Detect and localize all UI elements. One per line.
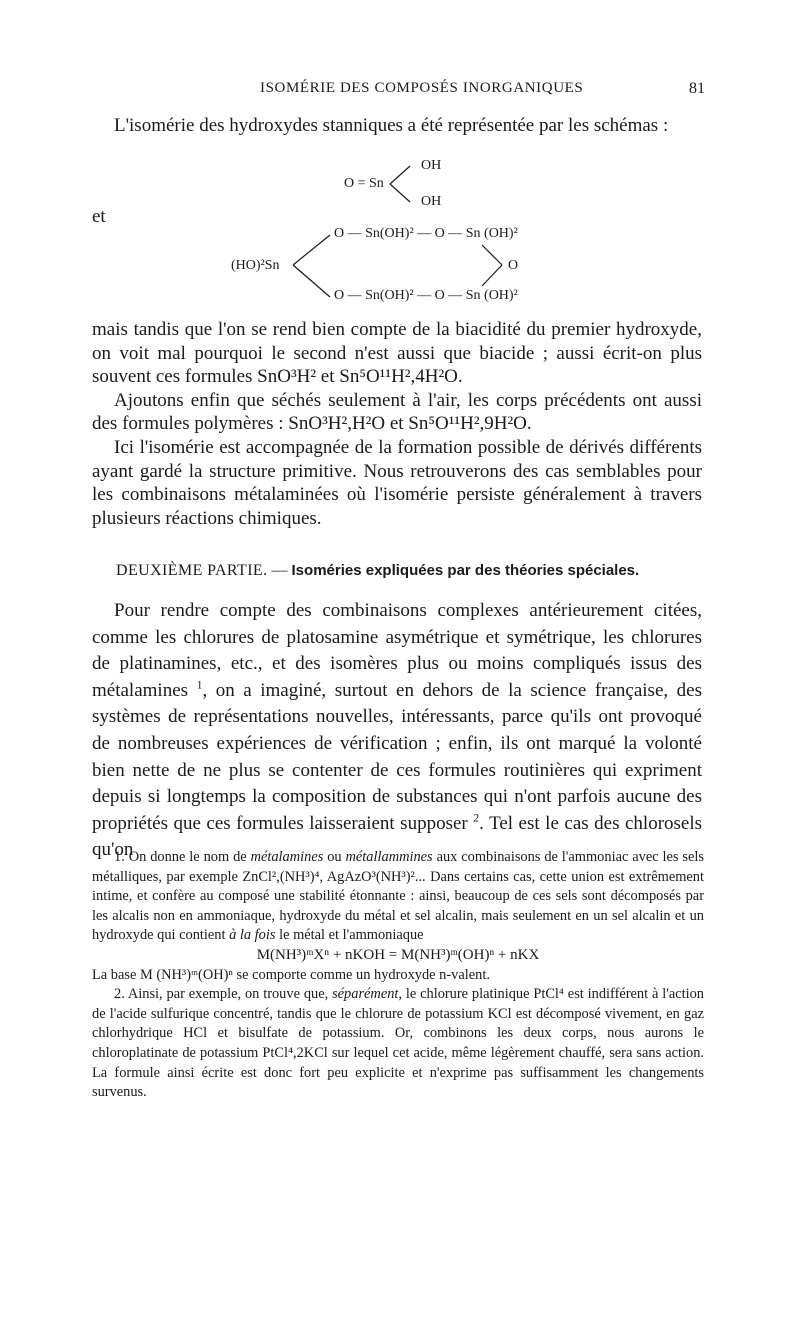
paragraph-isomerism: Ici l'isomérie est accompagnée de la formation possible de dérivés différents ayant gardé la structure primitive. Nous retrouverons des cas semblables pour les combinaisons métalaminées où l'isomérie persiste généralement à travers plusieurs réactions chimiques. (92, 436, 702, 529)
main-paragraph (92, 598, 702, 864)
formula1-top-oh: OH (421, 158, 442, 173)
paragraph-biacidity: mais tandis que l'on se rend bien compte de la biacidité du premier hydroxyde, on voit mal pourquoi le second n'est aussi que biacide ; aussi écrit-on plus souvent ces formules SnO³H² et Sn⁵O¹¹H²,4H²O. (92, 319, 702, 388)
fn2-a: 2. Ainsi, par exemple, on trouve que, (114, 986, 333, 1003)
main-text-c: . Tel est le cas des chlorosels qu'on (92, 812, 703, 861)
discussion-block (92, 318, 702, 530)
fn2-b: , le chlorure platinique PtCl⁴ est indifférent à l'action de l'acide sulfurique concentré, tandis que le chlorure de potassium KCl est décomposé vivement, en gaz chlorhydrique HCl et bisulfate de potassium. Or, combinons les deux corps, nous aurons le chloroplatinate de potassium PtCl⁴,2KCl sur lequel cet acide, même légèrement chauffé, sera sans action. La formule ainsi écrite est donc fort peu explicite et n'exprime pas suffisamment les changements survenus. (92, 986, 704, 1101)
fn1-c: aux combinaisons de l'ammoniac avec les sels métalliques, par exemple ZnCl²,(NH³)⁴, AgAzO³(NH³)²... Dans certains cas, cette union est extrêmement intime, et confère au composé une stabilité étonnante : ainsi, beaucoup de ces sels sont décomposés par les alcalis non en ammoniaque, hydroxyde du métal et sel alcalin, mais seulement en un sel alcalin et un hydroxyde qui contient (92, 849, 704, 944)
formula2-top-chain: O — Sn(OH)² — O — Sn (OH)² (334, 226, 518, 241)
header-title: ISOMÉRIE DES COMPOSÉS INORGANIQUES (260, 80, 584, 96)
footnote-1 (92, 848, 704, 946)
formula1-bottom-oh: OH (421, 194, 442, 209)
fn2-term: séparément (332, 986, 399, 1003)
section-subtitle: Isoméries expliquées par des théories spéciales. (291, 562, 640, 579)
formula2-left-group: (HO)²Sn (231, 258, 280, 273)
main-paragraph-text (92, 598, 702, 864)
intro-text: L'isomérie des hydroxydes stanniques a été représentée par les schémas : (114, 115, 669, 136)
et-label: et (92, 206, 106, 227)
intro-paragraph (92, 114, 702, 138)
formula1-bonds (0, 150, 800, 210)
formula2-bonds (0, 224, 800, 308)
page-number: 81 (689, 80, 705, 97)
fn1-a: 1. On donne le nom de (114, 849, 251, 865)
footnotes (92, 848, 704, 1103)
main-text-a: Pour rendre compte des combinaisons complexes antérieurement citées, comme les chlorures de platosamine asymétrique et symétrique, les chlorures de platinamines, etc., et des isomères plus ou moins compliqués issus des métalamines (92, 600, 702, 701)
fn1-term-2: métallammines (345, 849, 433, 865)
footnote-ref-2[interactable]: 2 (473, 811, 480, 825)
formula-stannic-acid (0, 150, 800, 210)
formula-metastannic-acid (0, 224, 800, 308)
formula2-bottom-chain: O — Sn(OH)² — O — Sn (OH)² (334, 288, 518, 303)
fn1-term-1: métalamines (250, 849, 324, 865)
formula2-bridge-o: O (508, 258, 519, 273)
running-header (230, 80, 705, 104)
footnote-2 (92, 985, 704, 1103)
section-heading (116, 562, 639, 580)
footnote-equation: M(NH³)ᵐXⁿ + nKOH = M(NH³)ᵐ(OH)ⁿ + nKX (256, 946, 540, 963)
fn1-d: le métal et l'ammoniaque (275, 927, 424, 944)
footnote-1-base: La base M (NH³)ᵐ(OH)ⁿ se comporte comme un hydroxyde n-valent. (92, 966, 490, 983)
fn1-b: ou (323, 849, 346, 865)
footnote-ref-1[interactable]: 1 (196, 678, 203, 692)
paragraph-polymers: Ajoutons enfin que séchés seulement à l'air, les corps précédents ont aussi des formules polymères : SnO³H²,H²O et Sn⁵O¹¹H²,9H²O. (92, 389, 702, 435)
section-dash: — (267, 562, 292, 579)
section-part: DEUXIÈME PARTIE. (116, 562, 268, 579)
main-text-b: , on a imaginé, surtout en dehors de la science française, des systèmes de représentations nouvelles, intéressants, parce qu'ils ont provoqué de nombreuses expériences de vérification ; enfin, ils ont marqué la volonté bien nette de ne plus se contenter de ces formules routinières qui expriment depuis si longtemps la composition de substances qui n'ont parfois aucune des propriétés que ces formules laisseraient supposer (92, 679, 702, 834)
formula1-left: O = Sn (344, 176, 384, 191)
fn1-term-3: à la fois (229, 927, 276, 944)
